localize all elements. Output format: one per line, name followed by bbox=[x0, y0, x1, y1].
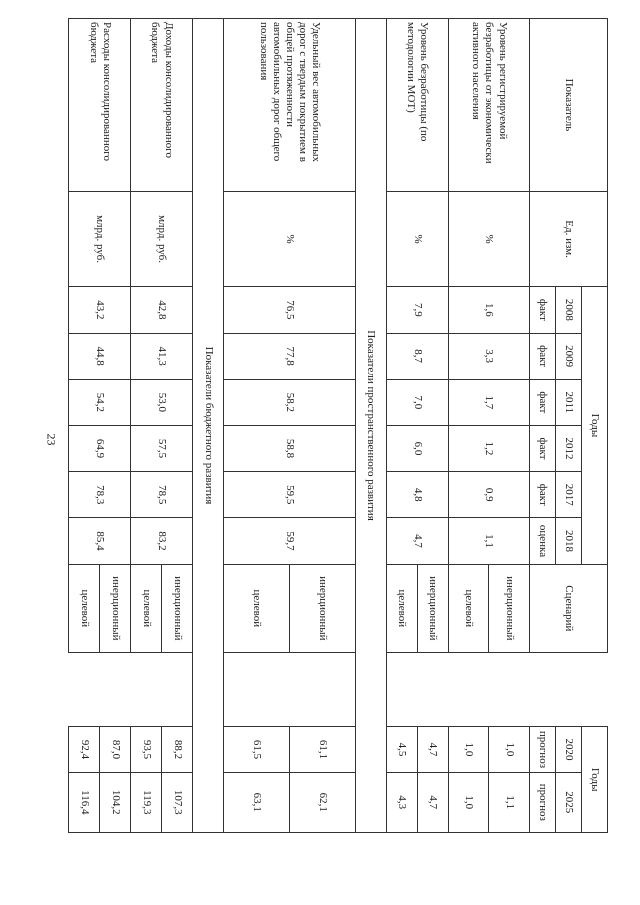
scenario-cell: инерционный bbox=[161, 564, 192, 652]
scenario-cell: целевой bbox=[448, 564, 489, 652]
indicator-cell: Расходы консолидированного бюджета bbox=[69, 19, 131, 192]
forecast-spacer bbox=[417, 653, 448, 727]
fc-value-cell: 63,1 bbox=[223, 772, 289, 832]
indicator-cell: Доходы консолидированного бюджета bbox=[131, 19, 193, 192]
hist-value-cell: 54,2 bbox=[69, 379, 131, 425]
hist-value-cell: 58,2 bbox=[223, 379, 355, 425]
hist-value-cell: 64,9 bbox=[69, 425, 131, 471]
table-row bbox=[289, 19, 355, 833]
hist-year: 2011 bbox=[556, 379, 582, 425]
fc-type: прогноз bbox=[530, 772, 556, 832]
hist-value-cell: 83,2 bbox=[131, 518, 193, 564]
scenario-cell: целевой bbox=[131, 564, 162, 652]
hist-year: 2012 bbox=[556, 425, 582, 471]
scenario-cell: инерционный bbox=[489, 564, 530, 652]
table-wrapper bbox=[68, 18, 608, 833]
hist-type: факт bbox=[530, 472, 556, 518]
unit-cell: млрд. руб. bbox=[131, 191, 193, 286]
fc-type: прогноз bbox=[530, 727, 556, 772]
forecast-spacer bbox=[100, 653, 131, 727]
rotated-table-container bbox=[68, 18, 608, 833]
table-row bbox=[417, 19, 448, 833]
header-indicator: Показатель bbox=[530, 19, 608, 192]
forecast-spacer bbox=[131, 653, 162, 727]
fc-value-cell: 4,7 bbox=[417, 727, 448, 772]
section-heading: Показатели пространственного развития bbox=[355, 19, 386, 833]
fc-value-cell: 87,0 bbox=[100, 727, 131, 772]
fc-value-cell: 61,1 bbox=[289, 727, 355, 772]
fc-value-cell: 4,3 bbox=[386, 772, 417, 832]
scenario-cell: инерционный bbox=[417, 564, 448, 652]
table-row bbox=[161, 19, 192, 833]
header-years: Годы bbox=[582, 287, 608, 564]
forecast-spacer bbox=[386, 653, 417, 727]
hist-value-cell: 0,9 bbox=[448, 472, 529, 518]
fc-value-cell: 1,0 bbox=[448, 772, 489, 832]
hist-value-cell: 1,2 bbox=[448, 425, 529, 471]
section-row bbox=[192, 19, 223, 833]
unit-cell: % bbox=[223, 191, 355, 286]
table-row bbox=[100, 19, 131, 833]
hist-value-cell: 78,3 bbox=[69, 472, 131, 518]
hist-value-cell: 1,6 bbox=[448, 287, 529, 333]
fc-value-cell: 1,0 bbox=[448, 727, 489, 772]
fc-value-cell: 107,3 bbox=[161, 772, 192, 832]
header-unit: Ед. изм. bbox=[530, 191, 608, 286]
hist-value-cell: 78,5 bbox=[131, 472, 193, 518]
hist-value-cell: 7,0 bbox=[386, 379, 448, 425]
fc-value-cell: 1,1 bbox=[489, 772, 530, 832]
hist-value-cell: 41,3 bbox=[131, 333, 193, 379]
header-spacer bbox=[530, 653, 556, 727]
indicator-cell: Уровень безработицы (по методологии МОТ) bbox=[386, 19, 448, 192]
hist-value-cell: 58,8 bbox=[223, 425, 355, 471]
hist-value-cell: 42,8 bbox=[131, 287, 193, 333]
hist-value-cell: 8,7 bbox=[386, 333, 448, 379]
fc-value-cell: 92,4 bbox=[69, 727, 100, 772]
hist-value-cell: 7,9 bbox=[386, 287, 448, 333]
hist-value-cell: 1,1 bbox=[448, 518, 529, 564]
fc-value-cell: 4,7 bbox=[417, 772, 448, 832]
indicator-cell: Уровень регистрируемой безработицы от экономически активного населения bbox=[448, 19, 529, 192]
indicator-cell: Удельный вес автомобильных дорог с твердым покрытием в общей протяженности автомобильных дорог общего пользования bbox=[223, 19, 355, 192]
hist-value-cell: 76,5 bbox=[223, 287, 355, 333]
indicators-table bbox=[68, 18, 608, 833]
fc-value-cell: 93,5 bbox=[131, 727, 162, 772]
header-forecast-years: Годы bbox=[582, 727, 608, 833]
fc-year: 2025 bbox=[556, 772, 582, 832]
fc-value-cell: 104,2 bbox=[100, 772, 131, 832]
table-row bbox=[489, 19, 530, 833]
hist-year: 2008 bbox=[556, 287, 582, 333]
hist-type: оценка bbox=[530, 518, 556, 564]
hist-type: факт bbox=[530, 287, 556, 333]
header-spacer bbox=[556, 653, 582, 727]
hist-year: 2018 bbox=[556, 518, 582, 564]
forecast-spacer bbox=[448, 653, 489, 727]
page-number: 23 bbox=[44, 433, 59, 446]
fc-year: 2020 bbox=[556, 727, 582, 772]
hist-type: факт bbox=[530, 425, 556, 471]
hist-type: факт bbox=[530, 379, 556, 425]
scenario-cell: целевой bbox=[386, 564, 417, 652]
hist-type: факт bbox=[530, 333, 556, 379]
hist-value-cell: 4,7 bbox=[386, 518, 448, 564]
forecast-spacer bbox=[289, 653, 355, 727]
hist-value-cell: 77,8 bbox=[223, 333, 355, 379]
forecast-spacer bbox=[161, 653, 192, 727]
hist-value-cell: 57,5 bbox=[131, 425, 193, 471]
scenario-cell: целевой bbox=[223, 564, 289, 652]
hist-value-cell: 44,8 bbox=[69, 333, 131, 379]
hist-value-cell: 6,0 bbox=[386, 425, 448, 471]
hist-value-cell: 59,5 bbox=[223, 472, 355, 518]
hist-value-cell: 4,8 bbox=[386, 472, 448, 518]
scenario-cell: целевой bbox=[69, 564, 100, 652]
scenario-cell: инерционный bbox=[100, 564, 131, 652]
unit-cell: % bbox=[386, 191, 448, 286]
forecast-spacer bbox=[69, 653, 100, 727]
scenario-cell: инерционный bbox=[289, 564, 355, 652]
hist-value-cell: 43,2 bbox=[69, 287, 131, 333]
forecast-spacer bbox=[223, 653, 289, 727]
header-spacer bbox=[582, 653, 608, 727]
header-scenario: Сценарий bbox=[530, 564, 608, 652]
section-heading: Показатели бюджетного развития bbox=[192, 19, 223, 833]
fc-value-cell: 1,0 bbox=[489, 727, 530, 772]
unit-cell: % bbox=[448, 191, 529, 286]
hist-year: 2017 bbox=[556, 472, 582, 518]
forecast-spacer bbox=[489, 653, 530, 727]
section-row bbox=[355, 19, 386, 833]
fc-value-cell: 119,3 bbox=[131, 772, 162, 832]
fc-value-cell: 88,2 bbox=[161, 727, 192, 772]
hist-value-cell: 3,3 bbox=[448, 333, 529, 379]
hist-value-cell: 53,0 bbox=[131, 379, 193, 425]
fc-value-cell: 61,5 bbox=[223, 727, 289, 772]
fc-value-cell: 4,5 bbox=[386, 727, 417, 772]
hist-value-cell: 85,4 bbox=[69, 518, 131, 564]
fc-value-cell: 116,4 bbox=[69, 772, 100, 832]
hist-year: 2009 bbox=[556, 333, 582, 379]
hist-value-cell: 59,7 bbox=[223, 518, 355, 564]
hist-value-cell: 1,7 bbox=[448, 379, 529, 425]
fc-value-cell: 62,1 bbox=[289, 772, 355, 832]
unit-cell: млрд. руб. bbox=[69, 191, 131, 286]
